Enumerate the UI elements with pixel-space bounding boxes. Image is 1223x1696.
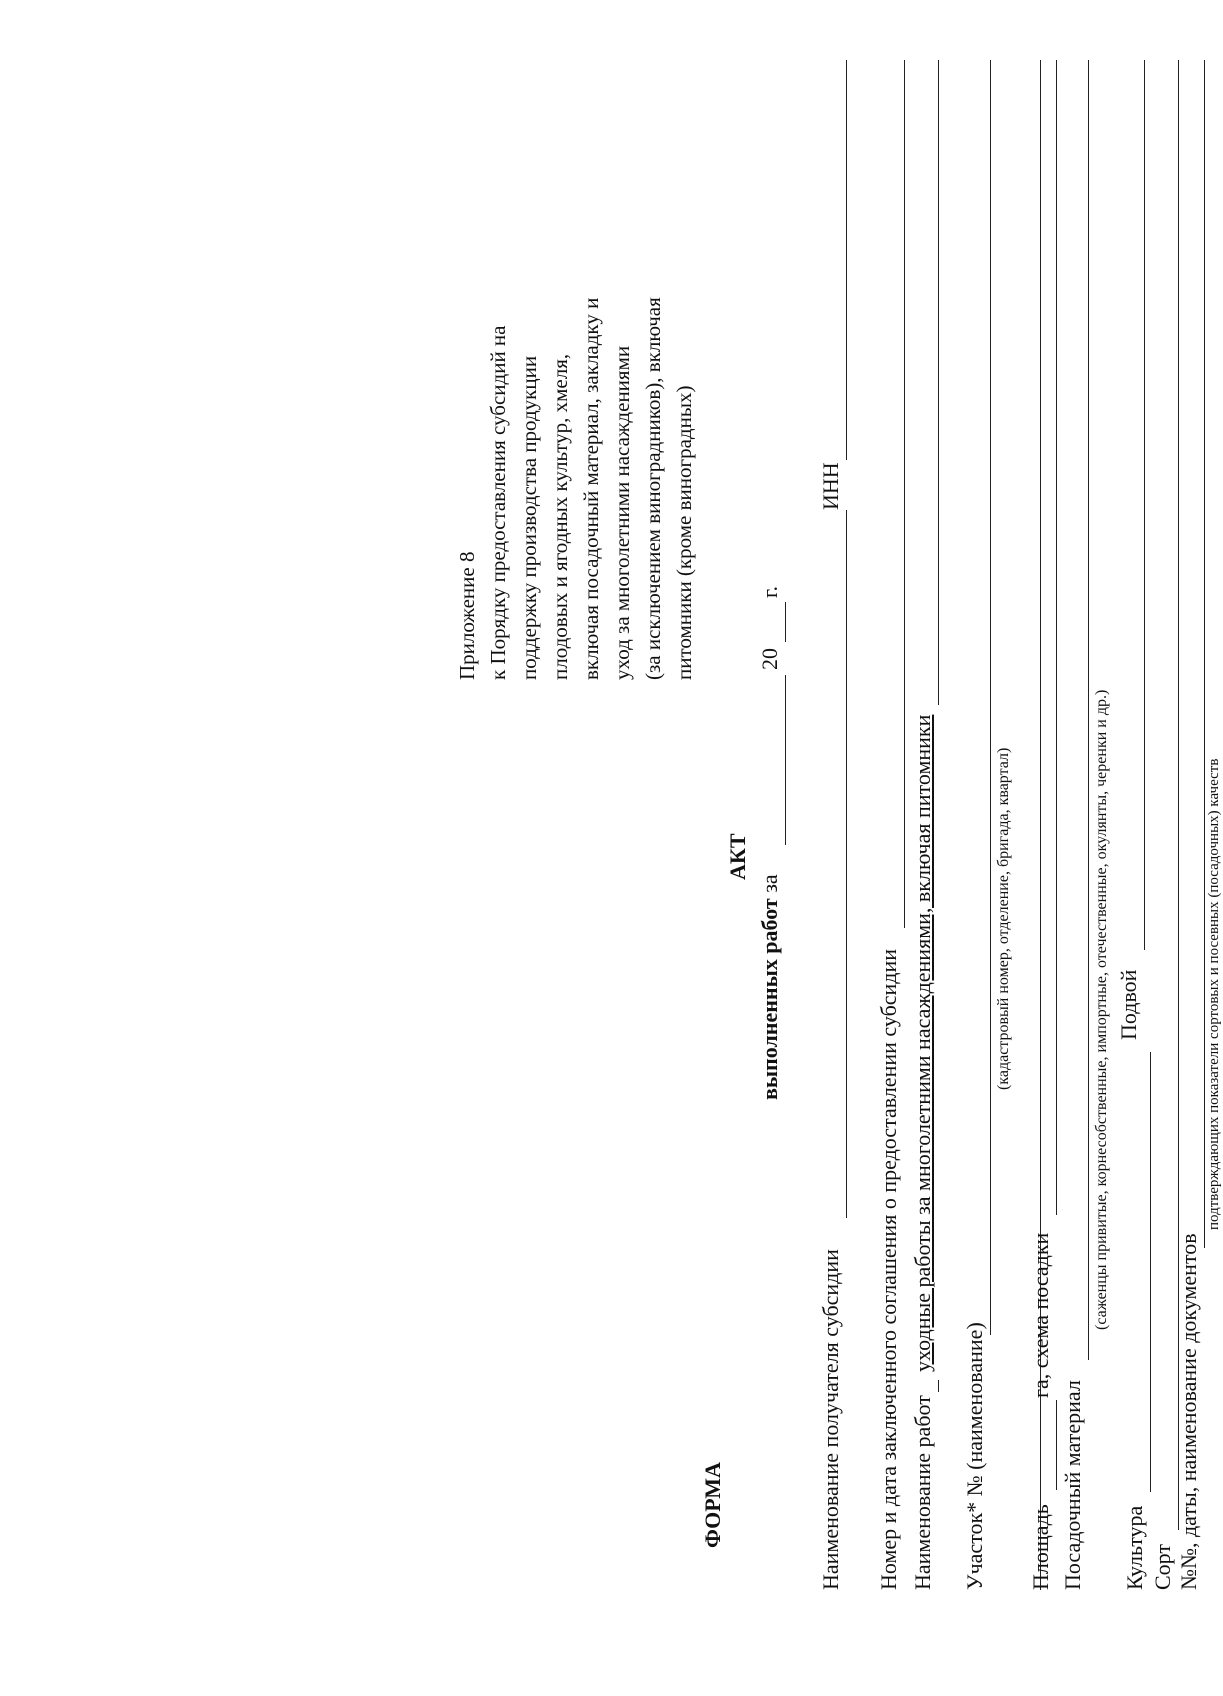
recipient-blank: [846, 510, 847, 1218]
plot-blank: [990, 60, 991, 1335]
planting-material-label: Посадочный материал: [1060, 1380, 1085, 1590]
date-blank: [785, 675, 786, 845]
documents-blank: [1204, 60, 1205, 1248]
inn-blank: [846, 60, 847, 460]
area-unit: га, схема посадки: [1028, 1232, 1053, 1398]
subtitle-text: выполненных работ: [757, 898, 782, 1100]
culture-blank: [1150, 1052, 1151, 1492]
appendix-line-8: питомники (кроме виноградных): [672, 385, 696, 680]
area-label: Площадь: [1028, 1504, 1053, 1590]
scheme-blank: [1056, 60, 1057, 1215]
subtitle-za: за: [757, 874, 782, 893]
appendix-line-2: к Порядку предоставления субсидий на: [486, 325, 510, 680]
culture-label: Культура: [1122, 1505, 1147, 1590]
work-name-label: Наименование работ: [910, 1395, 935, 1590]
documents-label: №№, даты, наименование документов: [1176, 1233, 1201, 1590]
appendix-line-7: (за исключением виноградников), включая: [641, 297, 665, 680]
appendix-line-4: плодовых и ягодных культур, хмеля,: [548, 353, 572, 680]
year-suffix: г.: [757, 585, 782, 598]
appendix-line-5: включая посадочный материал, закладку и: [579, 297, 603, 680]
work-name-value: уходные работы за многолетними насаждениями, включая питомники: [910, 714, 935, 1372]
subtitle-bold: [757, 874, 783, 1100]
documents-hint: подтверждающих показатели сортовых и посевных (посадочных) качеств: [1206, 758, 1222, 1230]
year-prefix: 20: [757, 648, 782, 670]
agreement-blank: [904, 60, 905, 928]
planting-material-blank: [1088, 60, 1089, 1360]
planting-hint: (саженцы привитые, корнесобственные, импортные, отечественные, окулянты, черенки и др.): [1093, 689, 1110, 1330]
recipient-label: Наименование получателя субсидии: [818, 1249, 843, 1590]
inn-label: ИНН: [818, 462, 843, 510]
agreement-label: Номер и дата заключенного соглашения о предоставлении субсидии: [876, 948, 901, 1590]
form-label: ФОРМА: [700, 1462, 725, 1548]
area-blank: [1056, 1400, 1057, 1490]
appendix-line-1: Приложение 8: [455, 551, 479, 680]
work-name-pre-blank: [938, 1380, 939, 1392]
rotated-page: [400, 20, 1222, 1660]
appendix-line-3: поддержку производства продукции: [517, 355, 541, 680]
rootstock-label: Подвой: [1116, 969, 1141, 1040]
plot-hint: (кадастровый номер, отделение, бригада, квартал): [995, 747, 1012, 1090]
document-title: АКТ: [725, 833, 750, 880]
year-blank: [785, 602, 786, 642]
variety-label: Сорт: [1150, 1544, 1175, 1590]
appendix-line-6: уход за многолетними насаждениями: [610, 345, 634, 680]
work-name-blank: [938, 60, 939, 705]
rootstock-blank: [1144, 60, 1145, 950]
plot-label: Участок* № (наименование): [962, 1322, 987, 1590]
